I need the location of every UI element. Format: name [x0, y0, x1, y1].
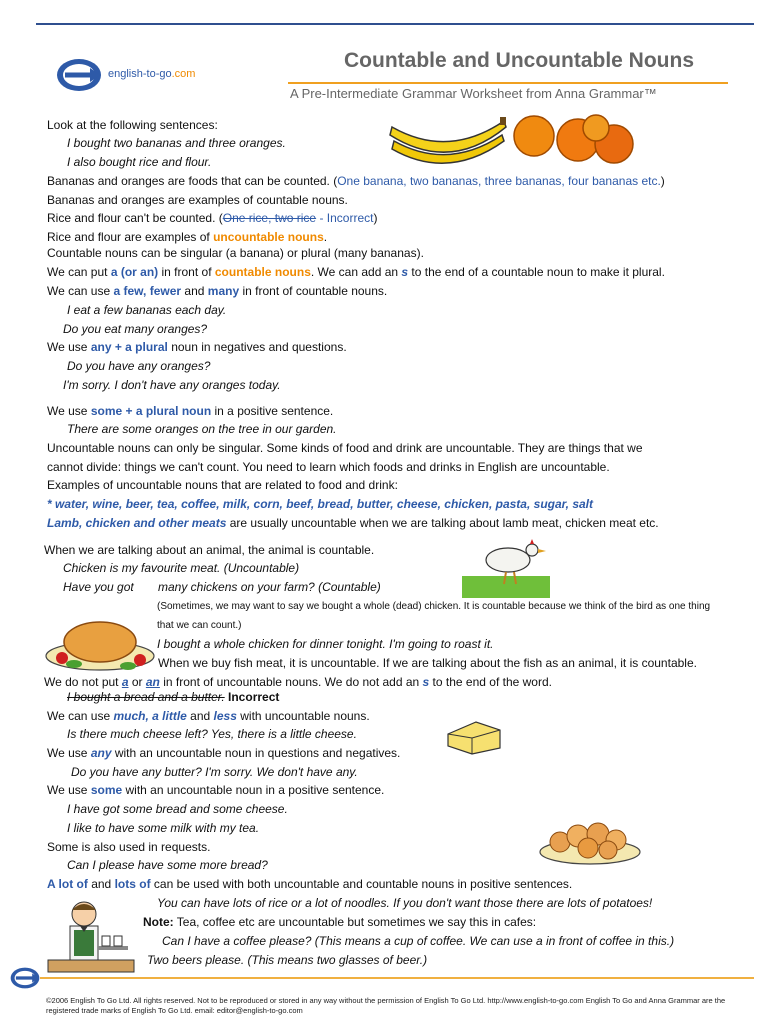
example-sentence: Do you have any butter? I'm sorry. We don't have any.	[71, 765, 358, 779]
text-line: We use some with an uncountable noun in a positive sentence.	[47, 783, 385, 797]
page-title: Countable and Uncountable Nouns	[344, 49, 694, 72]
example-sentence: I also bought rice and flour.	[67, 155, 212, 169]
example-sentence: Chicken is my favourite meat. (Uncountable)	[63, 561, 300, 575]
text-line: Examples of uncountable nouns that are related to food and drink:	[47, 478, 398, 492]
example-sentence: I like to have some milk with my tea.	[67, 821, 260, 835]
text-line: Uncountable nouns can only be singular. Some kinds of food and drink are uncountable. They are things that we	[47, 441, 643, 455]
example-sentence: Have you got	[63, 580, 134, 594]
text-line: Bananas and oranges are foods that can be counted. (One banana, two bananas, three bananas, four bananas etc.)	[47, 174, 665, 188]
cheese-image	[446, 718, 502, 756]
bread-rolls-image	[538, 812, 642, 868]
text-line: Some is also used in requests.	[47, 840, 211, 854]
example-sentence: I'm sorry. I don't have any oranges today.	[63, 378, 281, 392]
text-line: When we buy fish meat, it is uncountable. If we are talking about the fish as an animal, it is countable.	[158, 656, 697, 670]
example-sentence: Two beers please. (This means two glasses of beer.)	[147, 953, 428, 967]
example-sentence: Do you eat many oranges?	[63, 322, 208, 336]
text-line: Note: Tea, coffee etc are uncountable but sometimes we say this in cafes:	[143, 915, 537, 929]
example-sentence: There are some oranges on the tree in our garden.	[67, 422, 337, 436]
example-sentence: Is there much cheese left? Yes, there is a little cheese.	[67, 727, 357, 741]
example-sentence: I bought two bananas and three oranges.	[67, 136, 286, 150]
food-list: * water, wine, beer, tea, coffee, milk, corn, beef, bread, butter, cheese, chicken, pasta, sugar, salt	[47, 497, 593, 511]
text-line: We use some + a plural noun in a positive sentence.	[47, 404, 334, 418]
example-sentence: Can I please have some more bread?	[67, 858, 268, 872]
example-sentence: Do you have any oranges?	[67, 359, 211, 373]
example-sentence: I bought a whole chicken for dinner tonight. I'm going to roast it.	[157, 637, 494, 651]
bananas-image	[388, 115, 508, 165]
example-sentence: many chickens on your farm? (Countable)	[158, 580, 381, 594]
top-rule	[36, 23, 754, 25]
text-line: We can put a (or an) in front of countable nouns. We can add an s to the end of a countable noun to make it plural.	[47, 265, 665, 279]
intro-text: Look at the following sentences:	[47, 118, 218, 132]
text-line: Rice and flour are examples of uncountable nouns.	[47, 230, 328, 244]
text-line: I bought a bread and a butter. Incorrect	[67, 690, 280, 704]
waiter-image	[44, 896, 138, 974]
logo-icon	[56, 58, 102, 92]
page-subtitle: A Pre-Intermediate Grammar Worksheet from Anna Grammar™	[290, 86, 657, 101]
note-text: that we can count.)	[157, 620, 242, 631]
text-line: Rice and flour can't be counted. (One rice, two rice - Incorrect)	[47, 211, 378, 225]
text-line: When we are talking about an animal, the animal is countable.	[44, 543, 375, 557]
text-line: cannot divide: things we can't count. You need to learn which foods and drinks in English are uncountable.	[47, 460, 610, 474]
example-sentence: I eat a few bananas each day.	[67, 303, 227, 317]
footer-logo-icon	[10, 966, 40, 990]
text-line: We use any + a plural noun in negatives and questions.	[47, 340, 347, 354]
text-line: We can use a few, fewer and many in front of countable nouns.	[47, 284, 388, 298]
example-sentence: I have got some bread and some cheese.	[67, 802, 288, 816]
text-line: A lot of and lots of can be used with both uncountable and countable nouns in positive sentences.	[47, 877, 573, 891]
example-sentence: Can I have a coffee please? (This means a cup of coffee. We can use a in front of coffee in this.)	[162, 934, 675, 948]
text-line: Countable nouns can be singular (a banana) or plural (many bananas).	[47, 246, 424, 260]
text-line: Bananas and oranges are examples of countable nouns.	[47, 193, 348, 207]
text-line: Lamb, chicken and other meats are usually uncountable when we are talking about lamb meat, chicken meat etc.	[47, 516, 659, 530]
text-line: We use any with an uncountable noun in questions and negatives.	[47, 746, 401, 760]
footer-copyright: ©2006 English To Go Ltd. All rights reserved. Not to be reproduced or stored in any way without the permission of English To Go Ltd. http://www.english-to-go.com English To Go and Anna Grammar are the registered trade marks of English To Go Ltd. email: editor@english-to-go.com	[46, 996, 726, 1015]
note-text: (Sometimes, we may want to say we bought a whole (dead) chicken. It is countable because we think of the bird as one thing	[157, 601, 711, 612]
oranges-image	[510, 108, 640, 166]
text-line: We can use much, a little and less with uncountable nouns.	[47, 709, 370, 723]
title-rule	[288, 82, 728, 84]
text-line: We do not put a or an in front of uncountable nouns. We do not add an s to the end of the word.	[44, 675, 552, 689]
logo-suffix: .com	[171, 68, 196, 80]
chicken-image	[462, 532, 550, 598]
logo-text[interactable]	[108, 68, 195, 80]
roast-chicken-image	[44, 610, 156, 672]
logo-main: english-to-go	[108, 68, 172, 80]
example-sentence: You can have lots of rice or a lot of noodles. If you don't want those there are lots of potatoes!	[157, 896, 653, 910]
footer-rule	[40, 977, 754, 979]
